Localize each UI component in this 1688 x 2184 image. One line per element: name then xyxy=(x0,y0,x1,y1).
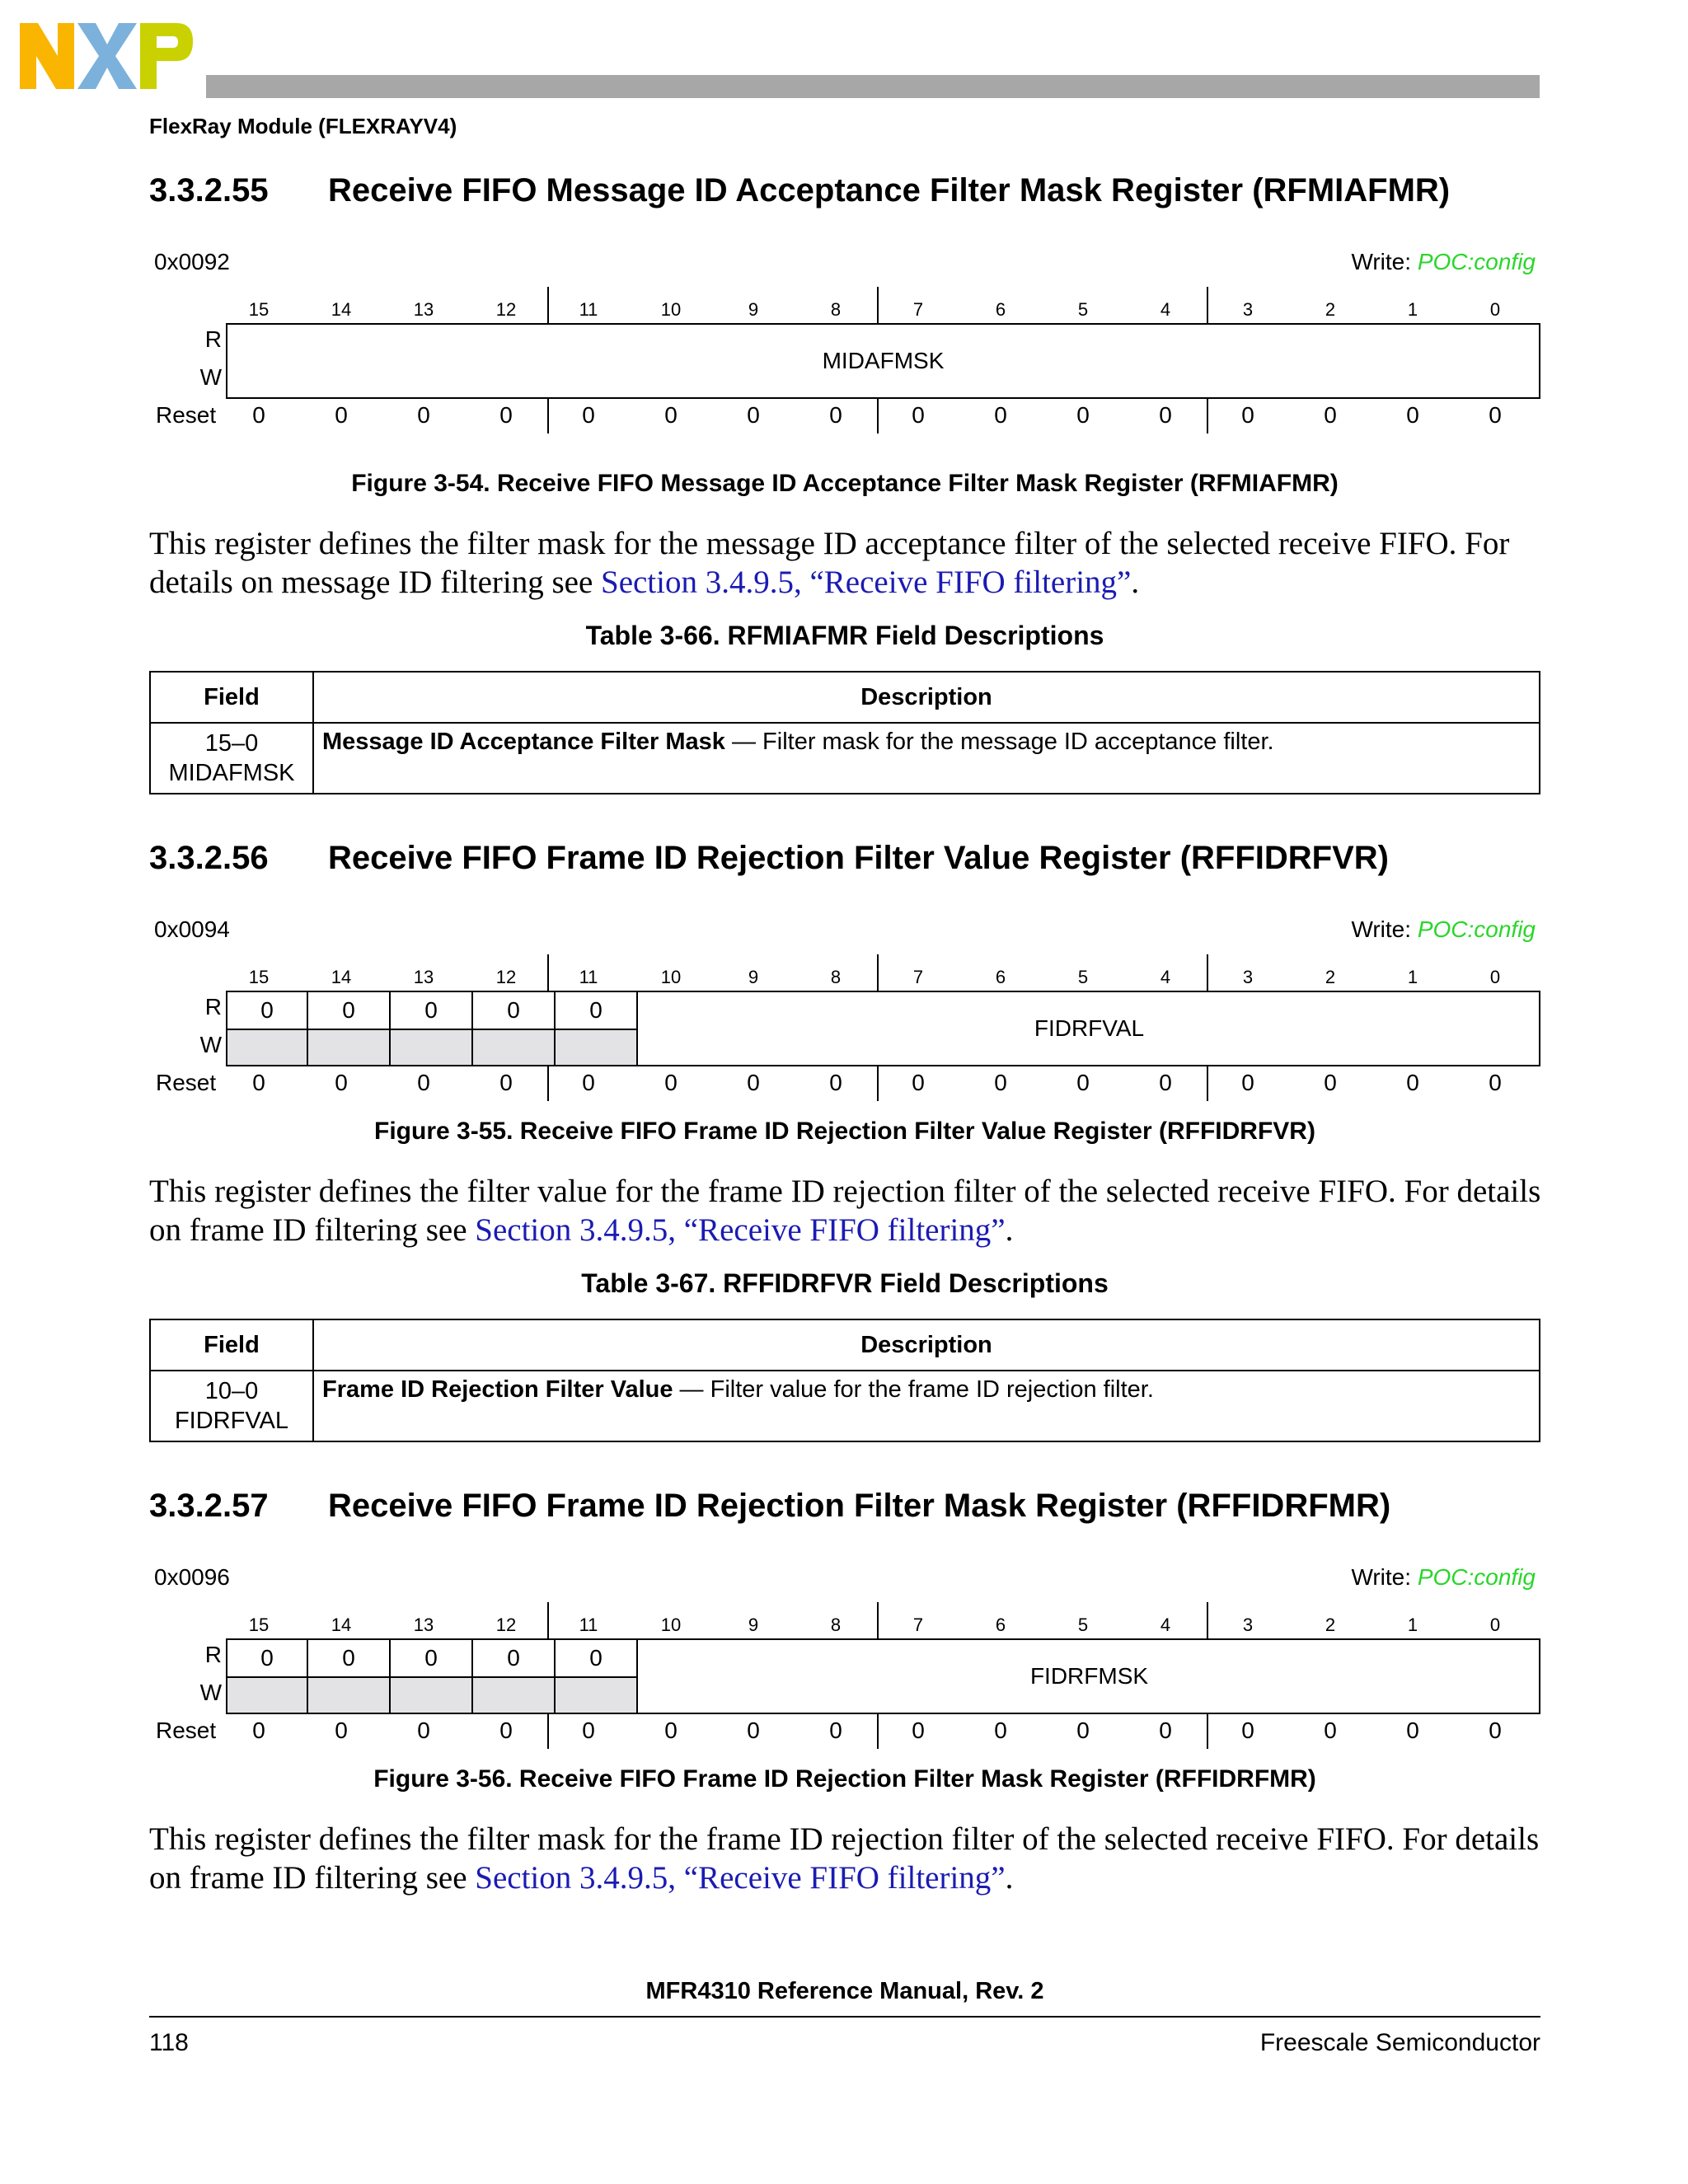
reset-value: 0 xyxy=(1159,402,1172,428)
section-link[interactable]: Section 3.4.9.5, “Receive FIFO filtering” xyxy=(601,565,1132,600)
register-diagram xyxy=(149,916,1540,1114)
reset-value: 0 xyxy=(1076,1070,1090,1095)
nibble-tick xyxy=(877,1066,879,1101)
section-title: Receive FIFO Message ID Acceptance Filter Mask Register (RFMIAFMR) xyxy=(328,172,1451,209)
field-description-table xyxy=(149,671,1540,794)
description-cell: Message ID Acceptance Filter Mask — Filter mask for the message ID acceptance filter. xyxy=(322,729,1274,755)
reset-value: 0 xyxy=(499,1070,513,1095)
reset-value: 0 xyxy=(499,402,513,428)
nibble-tick xyxy=(1207,399,1208,434)
field-description-table xyxy=(149,1319,1540,1442)
section-heading xyxy=(149,840,1389,877)
bit-number: 15 xyxy=(248,299,270,320)
write-bit-cell-reserved xyxy=(556,1676,638,1713)
bit-number: 8 xyxy=(830,299,842,320)
write-bit-cell-reserved xyxy=(391,1676,473,1713)
section-title: Receive FIFO Frame ID Rejection Filter Mask Register (RFFIDRFMR) xyxy=(328,1488,1391,1524)
table-row xyxy=(151,1371,1539,1441)
bit-number: 7 xyxy=(912,967,924,987)
bit-number: 2 xyxy=(1325,967,1336,987)
reset-value: 0 xyxy=(664,402,678,428)
nxp-logo xyxy=(20,23,193,89)
bit-number: 4 xyxy=(1160,1615,1171,1635)
read-label: R xyxy=(204,994,222,1019)
read-bit-cell: 0 xyxy=(556,992,638,1029)
table-title: Table 3-67. RFFIDRFVR Field Descriptions xyxy=(581,1268,1109,1298)
register-diagram xyxy=(149,249,1540,447)
reset-value: 0 xyxy=(582,1070,595,1095)
register-address: 0x0096 xyxy=(154,1564,230,1590)
write-bit-cell-reserved xyxy=(227,1029,308,1065)
section-link[interactable]: Section 3.4.9.5, “Receive FIFO filtering” xyxy=(475,1860,1006,1896)
bit-number: 12 xyxy=(495,299,517,320)
write-bit-cell-reserved xyxy=(391,1029,473,1065)
reset-value: 0 xyxy=(912,402,925,428)
nibble-tick xyxy=(547,287,549,323)
reset-value: 0 xyxy=(829,402,842,428)
register-field-name: FIDRFVAL xyxy=(1034,1015,1145,1041)
bit-number: 3 xyxy=(1242,1615,1254,1635)
bit-number: 10 xyxy=(660,299,682,320)
write-label: W xyxy=(199,1680,222,1705)
reset-value: 0 xyxy=(335,1070,348,1095)
write-bit-cell-reserved xyxy=(227,1676,308,1713)
section-number: 3.3.2.57 xyxy=(149,1488,269,1524)
write-label: W xyxy=(199,364,222,390)
footer-divider xyxy=(149,2016,1540,2018)
section-number: 3.3.2.56 xyxy=(149,840,269,876)
reset-value: 0 xyxy=(912,1718,925,1743)
write-access: Write: POC:config xyxy=(1351,249,1536,274)
bit-number: 1 xyxy=(1407,299,1418,320)
body-paragraph: This register defines the filter value for the frame ID rejection filter of the selected receive FIFO. For details on frame ID filtering see Section 3.4.9.5, “Receive FIFO filtering”. xyxy=(149,1174,1541,1248)
column-header-field: Field xyxy=(151,1320,314,1370)
bit-number: 12 xyxy=(495,967,517,987)
bit-number: 7 xyxy=(912,299,924,320)
column-header-field: Field xyxy=(151,673,314,722)
section-heading xyxy=(149,1488,1390,1525)
nibble-tick xyxy=(1207,954,1208,991)
read-bit-cell: 0 xyxy=(308,992,391,1029)
figure-caption: Figure 3-56. Receive FIFO Frame ID Rejection Filter Mask Register (RFFIDRFMR) xyxy=(373,1765,1316,1793)
field-cell: 15–0 MIDAFMSK xyxy=(151,724,314,793)
read-label: R xyxy=(204,1642,222,1667)
reset-value: 0 xyxy=(664,1070,678,1095)
company-name: Freescale Semiconductor xyxy=(1259,2029,1540,2056)
reset-value: 0 xyxy=(747,402,760,428)
reset-label: Reset xyxy=(156,1070,217,1095)
write-label: W xyxy=(199,1032,222,1057)
column-header-description: Description xyxy=(860,1331,992,1358)
reset-label: Reset xyxy=(156,402,217,428)
bit-number: 8 xyxy=(830,1615,842,1635)
nibble-tick xyxy=(547,1066,549,1101)
write-access: Write: POC:config xyxy=(1351,916,1536,942)
reset-value: 0 xyxy=(829,1718,842,1743)
bit-number: 11 xyxy=(579,1615,598,1635)
bit-number: 4 xyxy=(1160,967,1171,987)
header-bar xyxy=(206,75,1540,98)
read-bit-cell: 0 xyxy=(391,1640,473,1676)
reset-value: 0 xyxy=(499,1718,513,1743)
reset-value: 0 xyxy=(1489,1070,1502,1095)
nibble-tick xyxy=(877,399,879,434)
body-paragraph: This register defines the filter mask for the message ID acceptance filter of the selected receive FIFO. For details on message ID filtering see Section 3.4.9.5, “Receive FIFO filtering”. xyxy=(149,526,1510,600)
bit-number: 9 xyxy=(748,1615,759,1635)
bit-number: 0 xyxy=(1489,967,1501,987)
table-header-row xyxy=(151,1320,1539,1371)
module-title: FlexRay Module (FLEXRAYV4) xyxy=(149,114,457,138)
write-bit-cell-reserved xyxy=(308,1029,391,1065)
bit-number: 9 xyxy=(748,299,759,320)
bit-number: 15 xyxy=(248,967,270,987)
reset-value: 0 xyxy=(1489,1718,1502,1743)
nibble-tick xyxy=(877,954,879,991)
reset-value: 0 xyxy=(252,1070,265,1095)
bit-number: 2 xyxy=(1325,1615,1336,1635)
bit-number: 6 xyxy=(995,1615,1006,1635)
write-bit-cell-reserved xyxy=(473,1029,556,1065)
nibble-tick xyxy=(1207,1602,1208,1638)
register-field-name: MIDAFMSK xyxy=(822,348,945,373)
nibble-tick xyxy=(547,1602,549,1638)
table-row xyxy=(151,724,1539,793)
reset-value: 0 xyxy=(664,1718,678,1743)
register-address: 0x0092 xyxy=(154,249,230,274)
bit-number: 1 xyxy=(1407,967,1418,987)
figure-caption: Figure 3-55. Receive FIFO Frame ID Rejection Filter Value Register (RFFIDRFVR) xyxy=(374,1118,1315,1145)
reset-value: 0 xyxy=(747,1718,760,1743)
bit-number: 13 xyxy=(413,967,434,987)
reset-label: Reset xyxy=(156,1718,217,1743)
reset-value: 0 xyxy=(1241,1070,1254,1095)
bit-number: 12 xyxy=(495,1615,517,1635)
nibble-tick xyxy=(547,399,549,434)
write-mode: POC:config xyxy=(1417,1564,1536,1590)
reset-value: 0 xyxy=(1324,402,1337,428)
reset-value: 0 xyxy=(1406,1718,1419,1743)
page-number: 118 xyxy=(149,2029,189,2056)
read-bit-cell: 0 xyxy=(473,992,556,1029)
bit-number: 1 xyxy=(1407,1615,1418,1635)
reset-value: 0 xyxy=(994,402,1007,428)
reset-value: 0 xyxy=(1406,1070,1419,1095)
description-cell: Frame ID Rejection Filter Value — Filter value for the frame ID rejection filter. xyxy=(322,1376,1154,1403)
field-cell: 10–0 FIDRFVAL xyxy=(151,1371,314,1441)
figure-caption: Figure 3-54. Receive FIFO Message ID Acceptance Filter Mask Register (RFMIAFMR) xyxy=(351,470,1339,497)
column-header-description: Description xyxy=(860,683,992,710)
register-diagram xyxy=(149,1564,1540,1762)
read-bit-cell: 0 xyxy=(473,1640,556,1676)
read-bit-cell: 0 xyxy=(556,1640,638,1676)
bit-number: 0 xyxy=(1489,299,1501,320)
reset-value: 0 xyxy=(1076,402,1090,428)
reset-value: 0 xyxy=(1159,1718,1172,1743)
bit-number: 10 xyxy=(660,1615,682,1635)
bit-number: 14 xyxy=(331,967,352,987)
write-mode: POC:config xyxy=(1417,916,1536,942)
reset-value: 0 xyxy=(335,1718,348,1743)
reset-value: 0 xyxy=(1241,1718,1254,1743)
section-heading xyxy=(149,172,1450,209)
reset-value: 0 xyxy=(1489,402,1502,428)
reset-value: 0 xyxy=(417,1718,430,1743)
body-paragraph: This register defines the filter mask for the frame ID rejection filter of the selected receive FIFO. For details on frame ID filtering see Section 3.4.9.5, “Receive FIFO filtering”. xyxy=(149,1821,1540,1896)
nibble-tick xyxy=(877,287,879,323)
reset-value: 0 xyxy=(747,1070,760,1095)
bit-number: 6 xyxy=(995,299,1006,320)
nibble-tick xyxy=(1207,1714,1208,1749)
bit-number: 6 xyxy=(995,967,1006,987)
write-bit-cell-reserved xyxy=(308,1676,391,1713)
reset-value: 0 xyxy=(335,402,348,428)
reset-value: 0 xyxy=(1406,402,1419,428)
bit-number: 5 xyxy=(1077,299,1089,320)
write-mode: POC:config xyxy=(1417,249,1536,274)
reset-value: 0 xyxy=(1324,1070,1337,1095)
nibble-tick xyxy=(547,1714,549,1749)
bit-number: 3 xyxy=(1242,967,1254,987)
bit-number: 14 xyxy=(331,1615,352,1635)
reset-value: 0 xyxy=(252,1718,265,1743)
bit-number: 9 xyxy=(748,967,759,987)
section-link[interactable]: Section 3.4.9.5, “Receive FIFO filtering” xyxy=(475,1212,1006,1248)
reset-value: 0 xyxy=(1076,1718,1090,1743)
reset-value: 0 xyxy=(1324,1718,1337,1743)
bit-number: 11 xyxy=(579,967,598,987)
section-title: Receive FIFO Frame ID Rejection Filter Value Register (RFFIDRFVR) xyxy=(328,840,1389,876)
read-bit-cell: 0 xyxy=(308,1640,391,1676)
bit-number: 5 xyxy=(1077,1615,1089,1635)
footer-manual-title: MFR4310 Reference Manual, Rev. 2 xyxy=(645,1978,1044,2004)
bit-number: 14 xyxy=(331,299,352,320)
reset-value: 0 xyxy=(1159,1070,1172,1095)
reset-value: 0 xyxy=(1241,402,1254,428)
bit-number: 3 xyxy=(1242,299,1254,320)
reset-value: 0 xyxy=(994,1070,1007,1095)
read-bit-cell: 0 xyxy=(227,1640,308,1676)
write-bit-cell-reserved xyxy=(556,1029,638,1065)
bit-number: 7 xyxy=(912,1615,924,1635)
nibble-tick xyxy=(1207,287,1208,323)
section-number: 3.3.2.55 xyxy=(149,172,269,209)
nibble-tick xyxy=(877,1602,879,1638)
bit-number: 5 xyxy=(1077,967,1089,987)
nibble-tick xyxy=(547,954,549,991)
reset-value: 0 xyxy=(417,1070,430,1095)
nibble-tick xyxy=(1207,1066,1208,1101)
bit-number: 2 xyxy=(1325,299,1336,320)
reset-value: 0 xyxy=(417,402,430,428)
bit-number: 10 xyxy=(660,967,682,987)
reset-value: 0 xyxy=(829,1070,842,1095)
bit-number: 0 xyxy=(1489,1615,1501,1635)
bit-number: 8 xyxy=(830,967,842,987)
table-header-row xyxy=(151,673,1539,724)
register-field-name: FIDRFMSK xyxy=(1029,1663,1149,1689)
write-bit-cell-reserved xyxy=(473,1676,556,1713)
bit-number: 15 xyxy=(248,1615,270,1635)
read-bit-cell: 0 xyxy=(227,992,308,1029)
bit-number: 11 xyxy=(579,299,598,320)
bit-number: 13 xyxy=(413,1615,434,1635)
reset-value: 0 xyxy=(252,402,265,428)
nibble-tick xyxy=(877,1714,879,1749)
reset-value: 0 xyxy=(582,1718,595,1743)
table-title: Table 3-66. RFMIAFMR Field Descriptions xyxy=(585,621,1104,650)
reset-value: 0 xyxy=(582,402,595,428)
reset-value: 0 xyxy=(912,1070,925,1095)
write-access: Write: POC:config xyxy=(1351,1564,1536,1590)
bit-number: 4 xyxy=(1160,299,1171,320)
reset-value: 0 xyxy=(994,1718,1007,1743)
bit-number: 13 xyxy=(413,299,434,320)
read-label: R xyxy=(204,326,222,352)
register-address: 0x0094 xyxy=(154,916,230,942)
read-bit-cell: 0 xyxy=(391,992,473,1029)
